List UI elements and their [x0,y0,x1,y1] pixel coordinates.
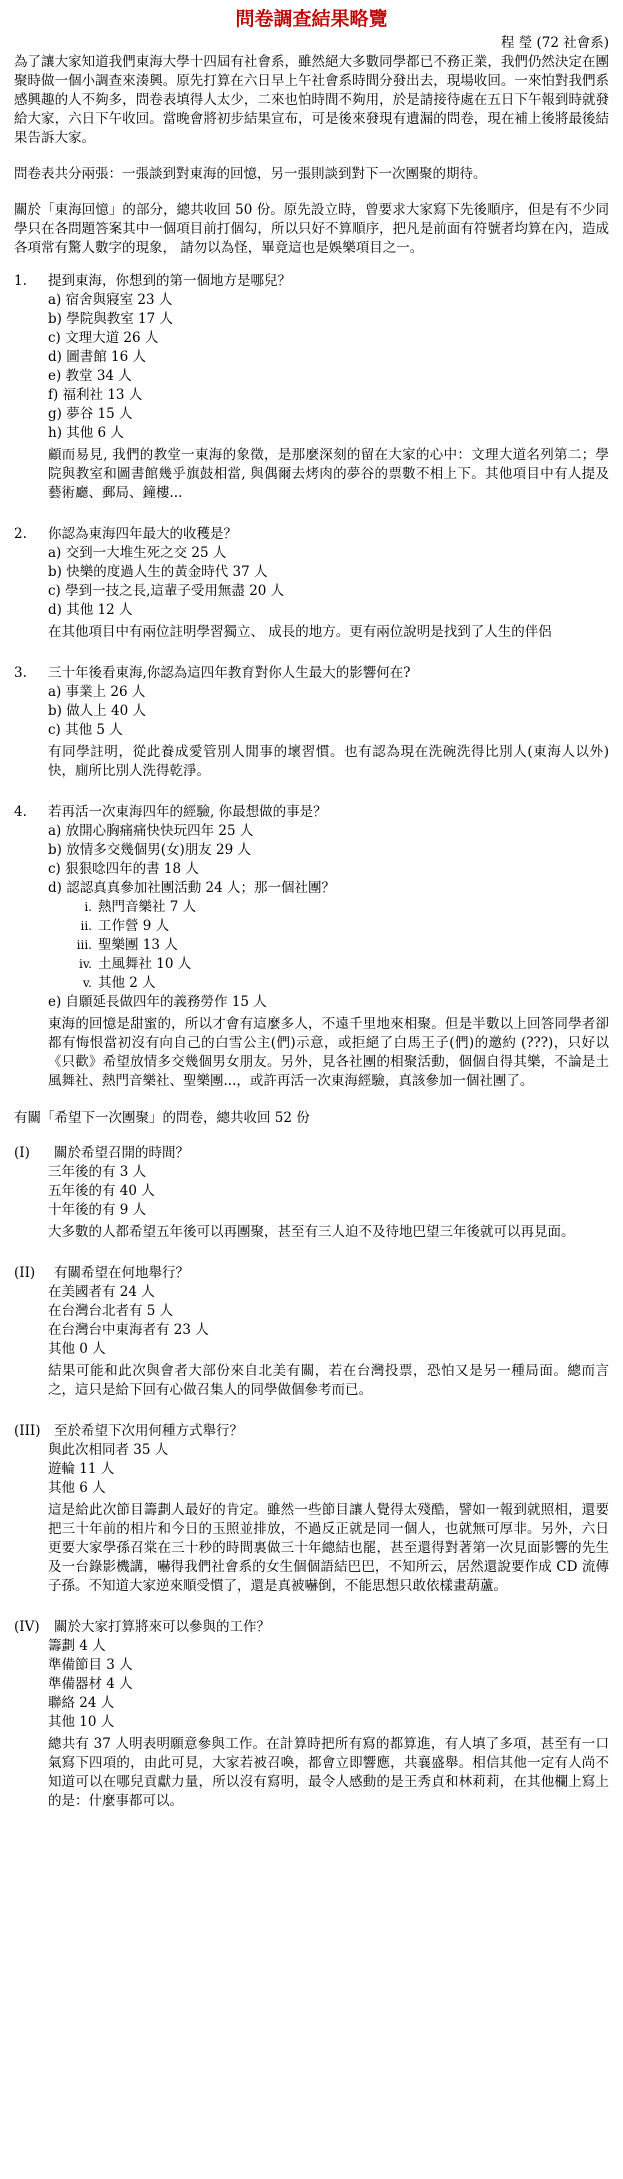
question-number: (III) [14,1423,41,1439]
club-item [70,936,609,955]
option-item: c) 文理大道 26 人 [48,330,159,346]
author-line: 程 瑩 (72 社會系) [500,35,609,51]
question-text: 關於大家打算將來可以參與的工作？ [54,1619,270,1635]
answer-line: 十年後的有 9 人 [48,1202,147,1218]
answer-line: 五年後的有 40 人 [48,1183,155,1199]
question-number: 4. [14,804,27,820]
reunion-section-intro: 有關「希望下一次團聚」的問卷，總共收回 52 份 [14,1110,310,1126]
question-note: 在其他項目中有兩位註明學習獨立、 成長的地方。更有兩位說明是找到了人生的伴侶 [48,624,552,640]
option-item: f) 福利社 13 人 [48,387,143,403]
answer-line: 其他 10 人 [48,1714,115,1730]
memory-question-4 [14,803,609,1091]
option-item: c) 其他 5 人 [48,722,123,738]
option-item: d) 認認真真參加社團活動 24 人；那一個社團？ [48,880,335,896]
option-item: b) 快樂的度過人生的黃金時代 37 人 [48,564,268,580]
club-text: 聖樂團 13 人 [98,937,178,953]
roman-numeral: ii. [80,919,92,933]
option-item: d) 圖書館 16 人 [48,349,146,365]
question-number: 1. [14,273,27,289]
club-text: 熱門音樂社 7 人 [98,899,197,915]
page [14,0,609,1819]
option-item: d) 其他 12 人 [48,602,133,618]
question-note: 東海的回憶是甜蜜的，所以才會有這麼多人，不遠千里地來相聚。但是半數以上回答同學者卻都有悔恨當初沒有向自己的白雪公主(們)示意，或拒絕了白馬王子(們)的邀約 (???)，只好以《只歡》希望放情多交幾個男女朋友。另外，見各社團的相聚活動，個個自得其樂，不論是土風舞社、熱門音樂社、聖樂團...，或許再活一次東海經驗，真該參加一個社團了。 [48,1016,609,1089]
page-title: 問卷調查結果略覽 [235,8,388,30]
question-text: 你認為東海四年最大的收穫是？ [48,526,237,542]
option-item: a) 放開心胸痛痛快快玩四年 25 人 [48,823,254,839]
question-note: 大多數的人都希望五年後可以再團聚，甚至有三人迫不及待地巴望三年後就可以再見面。 [48,1224,575,1240]
answer-line: 準備器材 4 人 [48,1676,133,1692]
memory-question-3 [14,664,609,781]
answer-line: 遊輪 11 人 [48,1461,115,1477]
reunion-question-2 [14,1264,609,1400]
club-sub-list [14,898,609,993]
answer-line: 籌劃 4 人 [48,1638,106,1654]
answer-line: 其他 6 人 [48,1480,106,1496]
reunion-question-1 [14,1144,609,1242]
question-note: 總共有 37 人明表明願意參與工作。在計算時把所有寫的都算進，有人填了多項，甚至有一口氣寫下四項的，由此可見，大家若被召喚，都會立即響應，共襄盛舉。相信其他一定有人尚不知道可以在哪兒貢獻力量，所以沒有寫明，最令人感動的是王秀貞和林莉莉，在其他欄上寫上的是：什麼事都可以。 [48,1736,609,1809]
reunion-question-4 [14,1618,609,1811]
club-item [70,974,609,993]
question-text: 有關希望在何地舉行？ [54,1265,189,1281]
answer-line: 在美國者有 24 人 [48,1284,155,1300]
answer-line: 在台灣台北者有 5 人 [48,1303,174,1319]
question-text: 提到東海，你想到的第一個地方是哪兒？ [48,273,291,289]
roman-numeral: v. [82,976,92,990]
question-text: 關於希望召開的時間？ [54,1145,189,1161]
question-number: (I) [14,1145,30,1161]
option-item: e) 教堂 34 人 [48,368,132,384]
option-item: b) 做人上 40 人 [48,703,146,719]
option-item: b) 學院與教室 17 人 [48,311,173,327]
question-number: 2. [14,526,27,542]
club-item [70,917,609,936]
reunion-question-3 [14,1422,609,1596]
question-note: 有同學註明，從此養成愛管別人閒事的壞習慣。也有認為現在洗碗洗得比別人(東海人以外)快，廁所比別人洗得乾淨。 [48,744,609,779]
answer-lines [48,1637,609,1732]
option-list [14,683,609,740]
question-number: (IV) [14,1619,40,1635]
option-item: b) 放情多交幾個男(女)朋友 29 人 [48,842,251,858]
option-item: a) 交到一大堆生死之交 25 人 [48,545,227,561]
answer-line: 在台灣台中東海者有 23 人 [48,1322,209,1338]
question-number: (II) [14,1265,36,1281]
option-item: h) 其他 6 人 [48,425,124,441]
answer-line: 與此次相同者 35 人 [48,1442,169,1458]
answer-lines [48,1163,609,1220]
question-text: 三十年後看東海,你認為這四年教育對你人生最大的影響何在? [48,665,411,681]
option-list [14,993,609,1012]
option-list [14,544,609,620]
memory-question-1 [14,272,609,503]
question-note: 顧而易見, 我們的教堂一東海的象徵，是那麼深刻的留在大家的心中：文理大道名列第二；學院與教室和圖書館幾乎旗鼓相當, 與偶爾去烤肉的夢谷的票數不相上下。其他項目中有人提及藝術廳、郵局、鐘樓... [48,447,609,501]
answer-line: 三年後的有 3 人 [48,1164,147,1180]
answer-line: 其他 0 人 [48,1341,106,1357]
option-list [14,822,609,898]
question-text: 至於希望下次用何種方式舉行？ [54,1423,243,1439]
club-text: 工作營 9 人 [98,918,170,934]
option-item: c) 學到一技之長,這輩子受用無盡 20 人 [48,583,285,599]
club-item [70,898,609,917]
question-text: 若再活一次東海四年的經驗, 你最想做的事是？ [48,804,327,820]
intro-paragraph: 問卷表共分兩張：一張談到對東海的回憶，另一張則談到對下一次團聚的期待。 [14,166,487,182]
roman-numeral: i. [84,900,92,914]
roman-numeral: iii. [76,938,92,952]
answer-lines [48,1441,609,1498]
answer-line: 準備節目 3 人 [48,1657,133,1673]
club-item [70,955,609,974]
option-item: g) 夢谷 15 人 [48,406,133,422]
question-note: 這是給此次節目籌劃人最好的肯定。雖然一些節目讓人覺得太殘酷，譬如一報到就照相，還要把三十年前的相片和今日的玉照並排放，不過反正就是同一個人，也就無可厚非。另外，六日更要大家學孫召棠在三十秒的時間裏做三十年總結也罷，甚至還得對著第一次見面影響的先生及一台錄影機講，嚇得我們社會系的女生個個語結巴巴，不知所云，居然還說要作成 CD 流傳子孫。不知道大家逆來順受慣了，還是真被嚇倒，不能思想只敢依樣畫葫蘆。 [48,1502,609,1594]
question-note: 結果可能和此次與會者大部份來自北美有關，若在台灣投票，恐怕又是另一種局面。總而言之，這只是給下回有心做召集人的同學做個參考而已。 [48,1363,609,1398]
answer-line: 聯絡 24 人 [48,1695,115,1711]
answer-lines [48,1283,609,1359]
intro-paragraph: 為了讓大家知道我們東海大學十四屆有社會系，雖然絕大多數同學都已不務正業，我們仍然決定在團聚時做一個小調查來湊興。原先打算在六日早上午社會系時間分發出去，現場收回。一來怕對我們系感興趣的人不夠多，問卷表填得人太少，二來也怕時間不夠用，於是請接待處在五日下午報到時就發給大家，六日下午收回。當晚會將初步結果宣布，可是後來發現有遺漏的問卷，現在補上後將最後結果告訴大家。 [14,54,609,146]
roman-numeral: iv. [78,957,92,971]
question-number: 3. [14,665,27,681]
intro-paragraph: 關於「東海回憶」的部分，總共收回 50 份。原先設立時，曾要求大家寫下先後順序，但是有不少同學只在各問題答案其中一個項目前打個勾，所以只好不算順序，把凡是前面有符號者均算在內，造成各項常有驚人數字的現象， 請勿以為怪，畢竟這也是娛樂項目之一。 [14,202,609,256]
memory-question-2 [14,525,609,642]
option-item: a) 宿舍與寢室 23 人 [48,292,173,308]
option-list [14,291,609,443]
club-text: 其他 2 人 [98,975,156,991]
club-text: 土風舞社 10 人 [98,956,192,972]
option-item: e) 自願延長做四年的義務勞作 15 人 [48,994,267,1010]
option-item: a) 事業上 26 人 [48,684,146,700]
option-item: c) 狠狠唸四年的書 18 人 [48,861,199,877]
